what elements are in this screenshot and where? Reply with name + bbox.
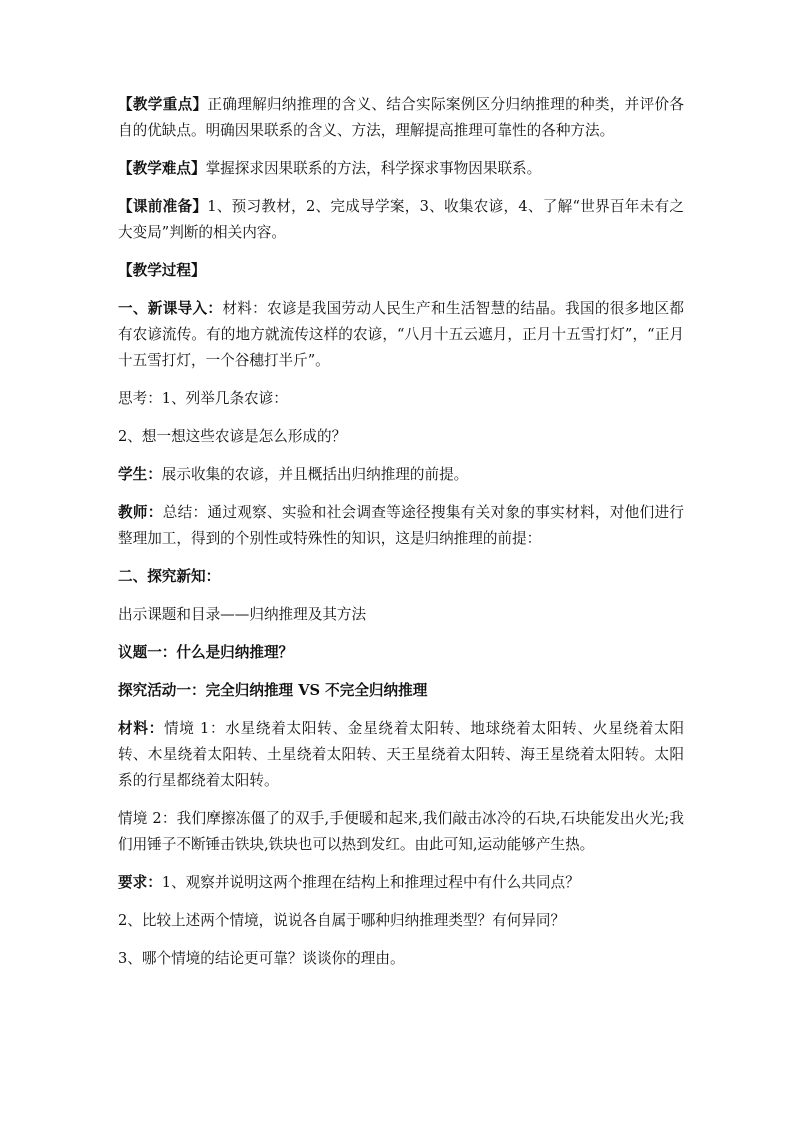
lesson-introduction-text: 材料：农谚是我国劳动人民生产和生活智慧的结晶。我国的很多地区都有农谚流传。有的地方就流传这样的农谚，“八月十五云遮月，正月十五雪打灯”，“正月十五雪打灯，一个谷穗打半斤”。: [118, 300, 684, 369]
requirement-1-text: 1、观察并说明这两个推理在结构上和推理过程中有什么共同点？: [161, 874, 580, 891]
teacher-summary: [118, 500, 684, 552]
material-scenario-2: [118, 806, 684, 858]
requirement-3-text: 3、哪个情境的结论更可靠？谈谈你的理由。: [118, 950, 405, 967]
pre-class-preparation-label: 【课前准备】: [118, 198, 208, 215]
material-label: 材料：: [118, 720, 164, 737]
thinking-question-2-text: 2、想一想这些农谚是怎么形成的？: [118, 428, 347, 445]
thinking-question-1-text: 思考：1、列举几条农谚：: [118, 390, 288, 407]
thinking-question-1: [118, 386, 684, 412]
activity-one-label: 探究活动一：完全归纳推理 VS 不完全归纳推理: [118, 682, 428, 699]
requirement-label: 要求：: [118, 874, 162, 891]
requirement-3: [118, 946, 684, 972]
teaching-key-points-label: 【教学重点】: [118, 96, 208, 113]
material-scenario-2-text: 情境 2：我们摩擦冻僵了的双手,手便暖和起来,我们敲击冰冷的石块,石块能发出火光;我们用锤子不断锤击铁块,铁块也可以热到发红。由此可知,运动能够产生热。: [118, 810, 684, 853]
student-activity: [118, 462, 684, 488]
requirement-2-text: 2、比较上述两个情境，说说各自属于哪种归纳推理类型？有何异同？: [118, 912, 566, 929]
teaching-process-label: 【教学过程】: [118, 262, 206, 279]
material-scenario-1-text: 情境 1：水星绕着太阳转、金星绕着太阳转、地球绕着太阳转、火星绕着太阳转、木星绕着太阳转、土星绕着太阳转、天王星绕着太阳转、海王星绕着太阳转。太阳系的行星都绕着太阳转。: [118, 720, 684, 789]
teaching-process-heading: [118, 258, 684, 284]
document-page: [118, 92, 684, 984]
issue-one-heading: [118, 640, 684, 666]
thinking-question-2: [118, 424, 684, 450]
pre-class-preparation: [118, 194, 684, 246]
pre-class-preparation-text: 1、预习教材，2、完成导学案，3、收集农谚，4、了解“世界百年未有之大变局”判断的相关内容。: [118, 198, 684, 241]
lesson-introduction-label: 一、新课导入：: [118, 300, 223, 317]
material-scenario-1: [118, 716, 684, 794]
lesson-introduction: [118, 296, 684, 374]
activity-one-heading: [118, 678, 684, 704]
topic-and-contents: [118, 602, 684, 628]
teacher-summary-label: 教师：: [118, 504, 163, 521]
explore-new-knowledge-heading: [118, 564, 684, 590]
requirement-1: [118, 870, 684, 896]
teaching-difficulties-text: 掌握探求因果联系的方法，科学探求事物因果联系。: [205, 160, 542, 177]
student-activity-text: 展示收集的农谚，并且概括出归纳推理的前提。: [161, 466, 469, 483]
student-activity-label: 学生：: [118, 466, 162, 483]
teacher-summary-text: 总结：通过观察、实验和社会调查等途径搜集有关对象的事实材料，对他们进行整理加工，得到的个别性或特殊性的知识，这是归纳推理的前提：: [118, 504, 684, 547]
topic-and-contents-text: 出示课题和目录——归纳推理及其方法: [118, 606, 367, 623]
teaching-key-points-text: 正确理解归纳推理的含义、结合实际案例区分归纳推理的种类，并评价各自的优缺点。明确因果联系的含义、方法，理解提高推理可靠性的各种方法。: [118, 96, 684, 139]
requirement-2: [118, 908, 684, 934]
teaching-key-points: [118, 92, 684, 144]
issue-one-label: 议题一：什么是归纳推理？: [118, 644, 294, 661]
teaching-difficulties: [118, 156, 684, 182]
teaching-difficulties-label: 【教学难点】: [118, 160, 206, 177]
explore-new-knowledge-label: 二、探究新知：: [118, 568, 221, 585]
